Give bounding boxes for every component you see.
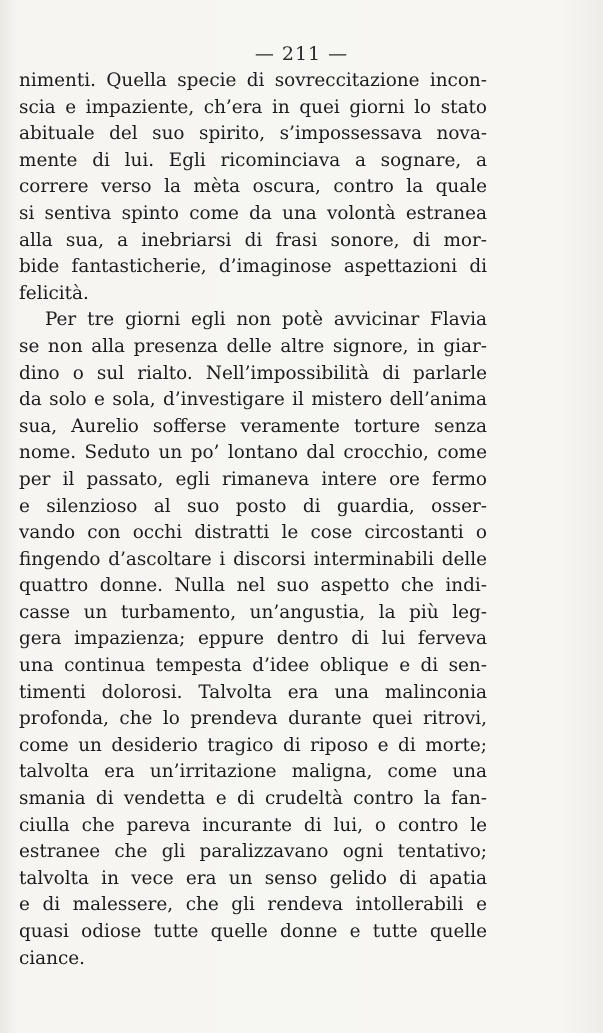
text-line: timenti dolorosi. Talvolta era una malinconia — [19, 681, 487, 703]
body-text — [19, 68, 487, 972]
text-line: dino o sul rialto. Nell’impossibilità di parlarle — [19, 362, 487, 384]
text-line: Per tre giorni egli non potè avvicinar Flavia — [45, 309, 487, 331]
text-line: vando con occhi distratti le cose circostanti o — [19, 522, 487, 544]
text-line: nome. Seduto un po’ lontano dal crocchio, come — [19, 442, 487, 464]
text-line: fingendo d’ascoltare i discorsi interminabili delle — [19, 548, 487, 570]
text-line: si sentiva spinto come da una volontà estranea — [19, 202, 487, 224]
text-line: ciulla che pareva incurante di lui, o contro le — [19, 814, 487, 836]
text-line: profonda, che lo prendeva durante quei ritrovi, — [19, 708, 487, 730]
text-line: mente di lui. Egli ricominciava a sognare, a — [19, 149, 487, 171]
text-line: talvolta era un’irritazione maligna, come una — [19, 761, 487, 783]
text-line: quattro donne. Nulla nel suo aspetto che indi- — [19, 575, 487, 597]
paragraph — [19, 307, 487, 972]
text-line: estranee che gli paralizzavano ogni tentativo; — [19, 841, 487, 863]
paragraph — [19, 68, 487, 307]
text-line: per il passato, egli rimaneva intere ore fermo — [19, 468, 487, 490]
text-line: bide fantasticherie, d’imaginose aspettazioni di — [19, 256, 487, 278]
page-number: — 211 — — [254, 43, 349, 65]
text-line: da solo e sola, d’investigare il mistero dell’anima — [19, 389, 487, 411]
text-line: felicità. — [19, 282, 89, 304]
text-line: talvolta in vece era un senso gelido di apatia — [19, 867, 487, 889]
text-line: e di malessere, che gli rendeva intollerabili e — [19, 894, 487, 916]
text-line: gera impazienza; eppure dentro di lui ferveva — [19, 628, 487, 650]
text-line: se non alla presenza delle altre signore, in giar- — [19, 335, 487, 357]
text-line: smania di vendetta e di crudeltà contro la fan- — [19, 788, 487, 810]
text-line: casse un turbamento, un’angustia, la più leg- — [19, 601, 487, 623]
text-line: correre verso la mèta oscura, contro la quale — [19, 176, 487, 198]
text-line: e silenzioso al suo posto di guardia, osser- — [19, 495, 487, 517]
text-line: ciance. — [19, 947, 86, 969]
text-line: come un desiderio tragico di riposo e di morte; — [19, 734, 487, 756]
text-line: quasi odiose tutte quelle donne e tutte quelle — [19, 921, 487, 942]
text-line: scia e impaziente, ch’era in quei giorni lo stato — [19, 96, 487, 118]
text-line: abituale del suo spirito, s’impossessava nova- — [19, 123, 487, 145]
text-line: sua, Aurelio sofferse veramente torture senza — [19, 415, 487, 437]
text-line: una continua tempesta d’idee oblique e di sen- — [19, 655, 487, 677]
text-line: nimenti. Quella specie di sovreccitazione incon- — [19, 70, 487, 91]
text-line: alla sua, a inebriarsi di frasi sonore, di mor- — [19, 229, 487, 251]
